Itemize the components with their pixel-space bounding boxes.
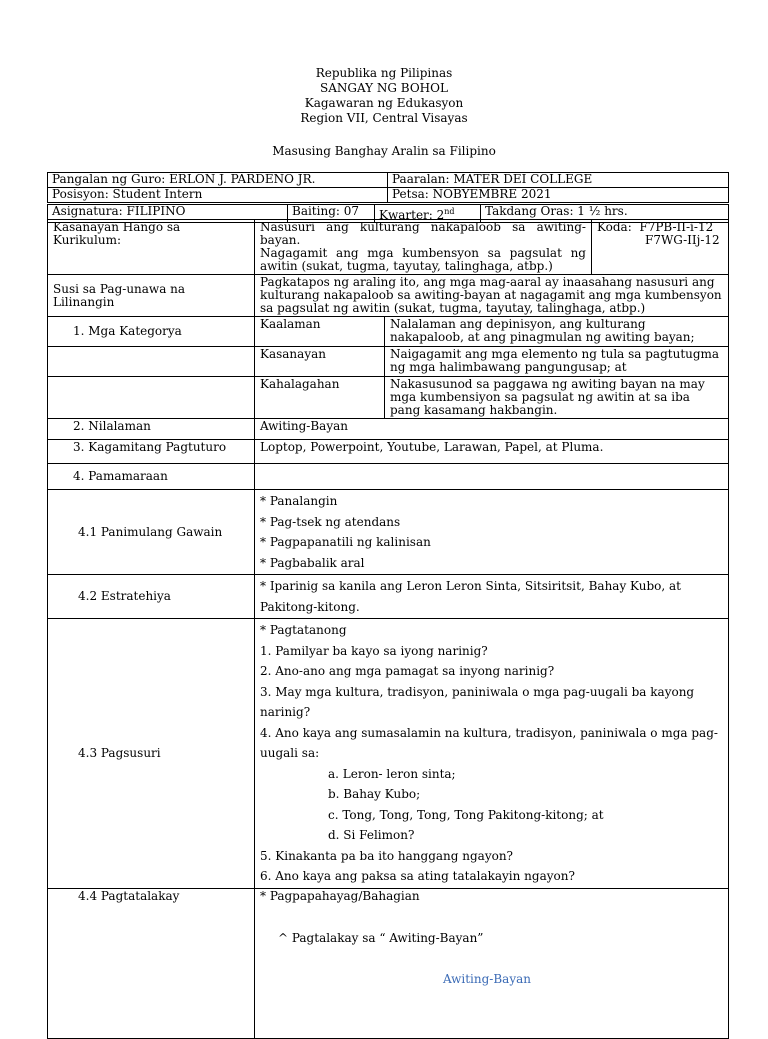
kaalaman-desc: Nalalaman ang depinisyon, ang kulturang nakapaloob, at ang pinagmulan ng awiting bayan; <box>385 317 729 347</box>
question-6: 6. Ano kaya ang paksa sa ating tatalakayin ngayon? <box>260 869 575 883</box>
kasanayan-text-2: Nagagamit ang mga kumbensyon sa pagsulat ng awitin (sukat, tugma, tayutay, talinghaga, atbp.) <box>260 246 586 273</box>
kagamitan-value: Loptop, Powerpoint, Youtube, Larawan, Papel, at Pluma. <box>255 440 729 464</box>
takdang-oras-cell: Takdang Oras: 1 ½ hrs. <box>481 205 729 223</box>
sub-item-b: b. Bahay Kubo; <box>328 787 421 801</box>
pagtatalakay-label: 4.4 Pagtatalakay <box>48 888 255 1038</box>
pagtatalakay-line-2: ^ Pagtalakay sa “ Awiting-Bayan” <box>278 930 484 945</box>
kategorya-blank-1 <box>48 347 255 377</box>
kwarter-sup: nd <box>444 207 455 216</box>
sub-item-d: d. Si Felimon? <box>328 828 415 842</box>
question-5: 5. Kinakanta pa ba ito hanggang ngayon? <box>260 848 513 863</box>
koda-1: F7PB-II-i-12 <box>639 220 714 234</box>
kasanayan-label: Kasanayan Hango sa Kurikulum: <box>48 220 255 275</box>
nilalaman-value: Awiting-Bayan <box>255 419 729 440</box>
koda-cell <box>592 220 729 275</box>
pagtatalakay-content <box>255 888 729 1038</box>
kasanayan-text <box>255 220 592 275</box>
petsa-cell: Petsa: NOBYEMBRE 2021 <box>388 188 729 203</box>
question-2: 2. Ano-ano ang mga pamagat sa inyong narinig? <box>260 664 555 678</box>
document-title: Masusing Banghay Aralin sa Filipino <box>272 144 496 158</box>
panimula-item: * Pagbabalik aral <box>260 555 365 570</box>
kaalaman-label: Kaalaman <box>255 317 385 347</box>
estratehiya-text: * Iparinig sa kanila ang Leron Leron Sinta, Sitsiritsit, Bahay Kubo, at Pakitong-kitong. <box>255 575 729 619</box>
panimula-item: * Pag-tsek ng atendans <box>260 514 401 529</box>
estratehiya-label: 4.2 Estratehiya <box>48 575 255 619</box>
question-3: 3. May mga kultura, tradisyon, paniniwala o mga pag-uugali ba kayong narinig? <box>260 684 695 719</box>
question-4: 4. Ano kaya ang sumasalamin na kultura, tradisyon, paniniwala o mga pag-uugali sa: <box>260 725 718 760</box>
kahalagahan-label: Kahalagahan <box>255 377 385 419</box>
koda-2: F7WG-IIj-12 <box>645 233 720 247</box>
baiting-cell: Baiting: 07 <box>288 205 375 223</box>
main-table <box>47 219 729 1039</box>
panimula-list <box>255 490 729 575</box>
panimula-label: 4.1 Panimulang Gawain <box>48 490 255 575</box>
sub-item-a: a. Leron- leron sinta; <box>328 766 456 781</box>
kwarter-text: Kwarter: 2 <box>379 208 445 222</box>
header-region: Region VII, Central Visayas <box>300 111 468 125</box>
susi-text: Pagkatapos ng araling ito, ang mga mag-aaral ay inaasahang nasusuri ang kulturang nakapaloob sa awiting-bayan at nagagamit ang mga kumbensyon sa pagsulat ng awitin (sukat, tugma, tayutay, talinghaga, atbp.) <box>255 275 729 317</box>
pamamaraan-blank <box>255 464 729 490</box>
guro-cell: Pangalan ng Guro: ERLON J. PARDENO JR. <box>48 173 388 188</box>
kategorya-label: 1. Mga Kategorya <box>48 317 255 347</box>
susi-label: Susi sa Pag-unawa na Lilinangin <box>48 275 255 317</box>
pagsusuri-label: 4.3 Pagsusuri <box>48 619 255 889</box>
kategorya-blank-2 <box>48 377 255 419</box>
koda-label: Koda: <box>597 220 632 234</box>
info-table <box>47 172 729 203</box>
question-1: 1. Pamilyar ba kayo sa iyong narinig? <box>260 643 488 658</box>
kahalagahan-desc: Nakasusunod sa paggawa ng awiting bayan na may mga kumbensiyon sa pagsulat ng awitin at sa iba pang kasamang hakbangin. <box>385 377 729 419</box>
posisyon-cell: Posisyon: Student Intern <box>48 188 388 203</box>
header-kagawaran: Kagawaran ng Edukasyon <box>304 96 464 110</box>
kasanayan-category-label: Kasanayan <box>255 347 385 377</box>
header-sangay: SANGAY NG BOHOL <box>320 81 448 95</box>
kasanayan-text-1: Nasusuri ang kulturang nakapaloob sa awiting-bayan. <box>260 220 586 247</box>
pagsusuri-intro: * Pagtatanong <box>260 623 347 637</box>
kagamitan-label: 3. Kagamitang Pagtuturo <box>48 440 255 464</box>
paaralan-cell: Paaralan: MATER DEI COLLEGE <box>388 173 729 188</box>
pamamaraan-label: 4. Pamamaraan <box>48 464 255 490</box>
pagtatalakay-line-1: * Pagpapahayag/Bahagian <box>260 888 420 903</box>
panimula-item: * Panalangin <box>260 494 338 508</box>
pagsusuri-list <box>255 619 729 889</box>
header-republika: Republika ng Pilipinas <box>315 66 453 80</box>
panimula-item: * Pagpapanatili ng kalinisan <box>260 535 431 549</box>
kasanayan-category-desc: Naigagamit ang mga elemento ng tula sa pagtutugma ng mga halimbawang pangungusap; at <box>385 347 729 377</box>
nilalaman-label: 2. Nilalaman <box>48 419 255 440</box>
asignatura-cell: Asignatura: FILIPINO <box>48 205 288 223</box>
awiting-bayan-heading: Awiting-Bayan <box>443 971 531 986</box>
sub-item-c: c. Tong, Tong, Tong, Tong Pakitong-kitong; at <box>328 807 604 822</box>
